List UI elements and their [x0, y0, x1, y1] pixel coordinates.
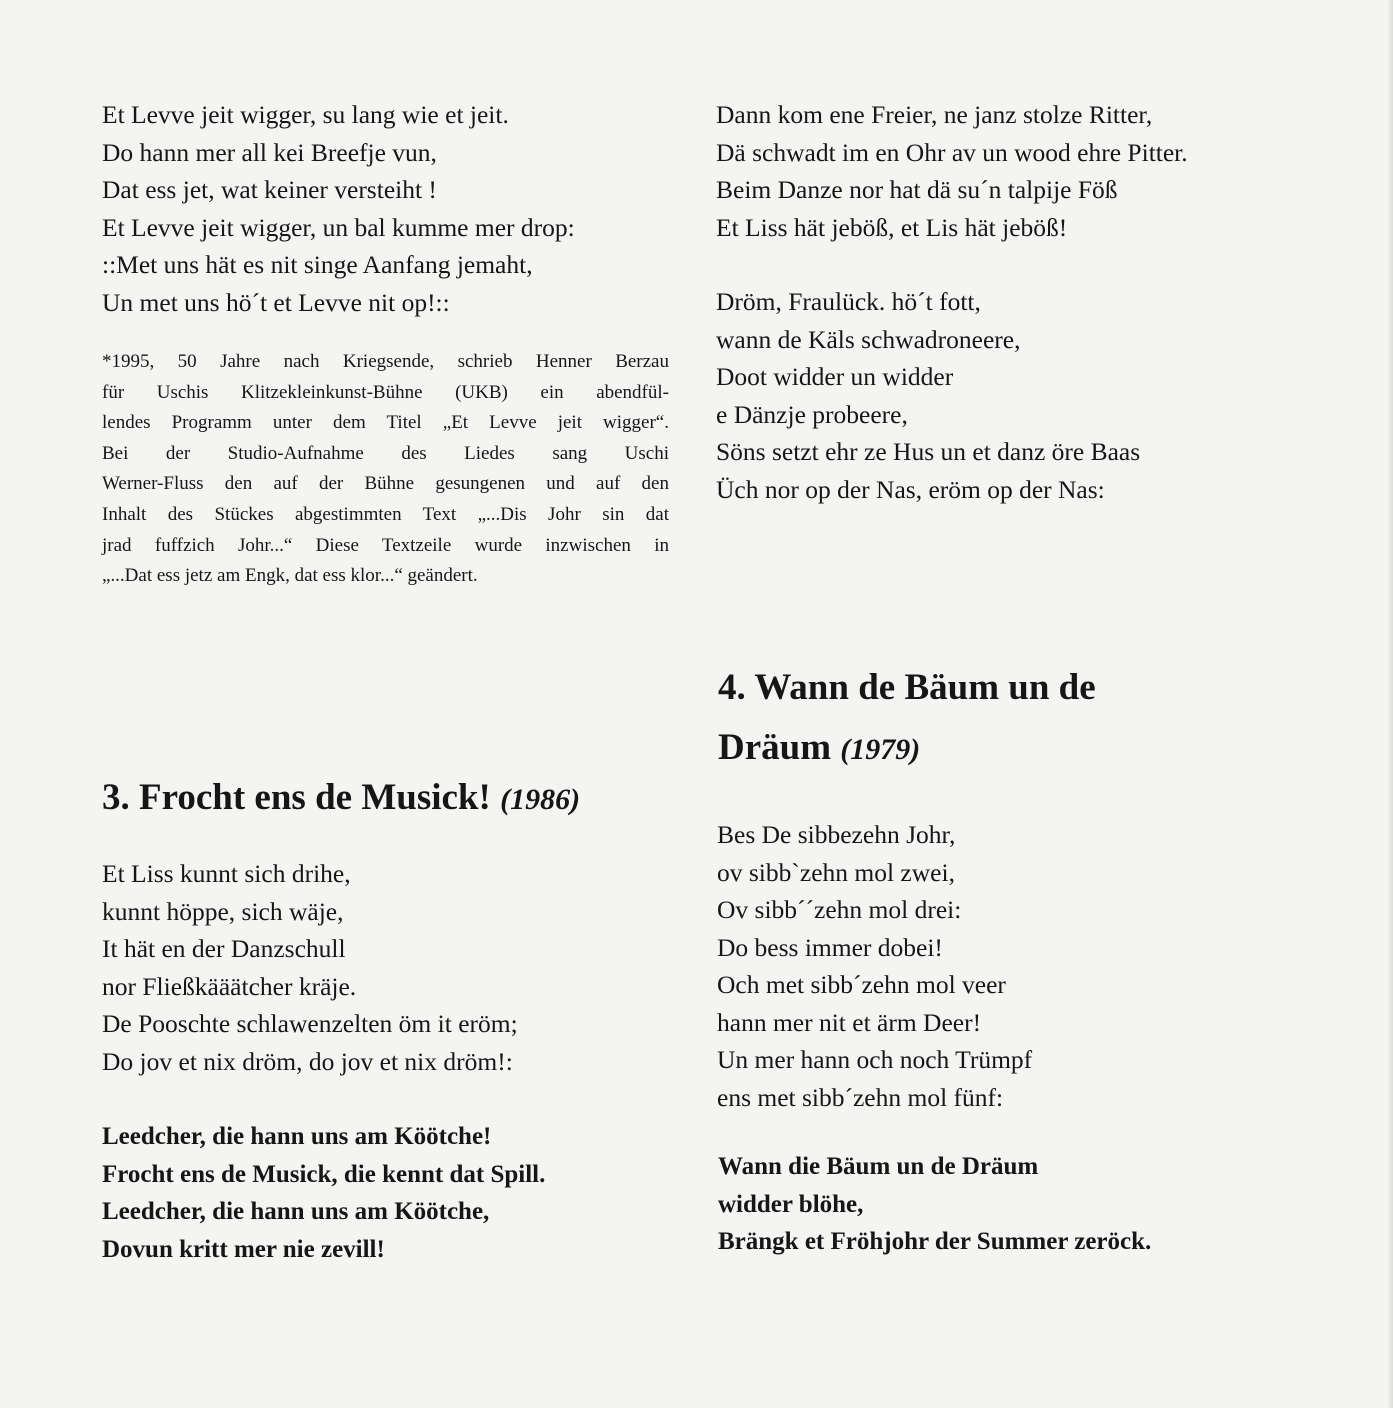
footnote-line: lendes Programm unter dem Titel „Et Levve jeit wigger“. [102, 412, 669, 434]
verse-line: Dröm, Fraulück. hö´t fott, [716, 287, 981, 316]
song-3-chorus [102, 1118, 545, 1268]
footnote-line: jrad fuffzich Johr...“ Diese Textzeile wurde inzwischen in [102, 534, 669, 556]
footnote-line: Werner-Fluss den auf der Bühne gesungenen und auf den [102, 473, 669, 495]
song-3-verse [102, 855, 518, 1080]
verse-line: Et Levve jeit wigger, su lang wie et jeit. [102, 100, 509, 129]
song-4-chorus [718, 1148, 1151, 1261]
chorus-line: Wann die Bäum un de Dräum [718, 1153, 1039, 1180]
verse-line: Do bess immer dobei! [717, 932, 943, 962]
verse-line: Un mer hann och noch Trümpf [717, 1045, 1033, 1074]
song-3-heading [102, 772, 580, 826]
footnote-line: „...Dat ess jetz am Engk, dat ess klor...“ geändert. [102, 565, 478, 587]
left-column [102, 96, 677, 1263]
chorus-line: Leedcher, die hann uns am Köötche! [102, 1123, 492, 1150]
footnote-line: für Uschis Klitzekleinkunst-Bühne (UKB) ein abendfül- [102, 381, 669, 403]
verse-line: hann mer nit et ärm Deer! [717, 1007, 982, 1037]
song-4-year: (1979) [840, 733, 921, 766]
footnote-line: *1995, 50 Jahre nach Kriegsende, schrieb Henner Berzau [102, 351, 669, 372]
verse-line: e Dänzje probeere, [716, 399, 908, 429]
verse-line: Söns setzt ehr ze Hus un et danz öre Baas [716, 437, 1141, 466]
chorus-line: widder blöhe, [718, 1190, 864, 1218]
verse-line: ov sibb`zehn mol zwei, [717, 857, 955, 887]
chorus-line: Leedcher, die hann uns am Köötche, [102, 1198, 490, 1225]
page-edge [1387, 0, 1393, 1408]
verse-line: ens met sibb´zehn mol fünf: [717, 1082, 1004, 1112]
song-3-year: (1986) [500, 783, 581, 816]
footnote [102, 347, 669, 592]
verse-line: Üch nor op der Nas, eröm op der Nas: [716, 474, 1105, 504]
verse-line: ::Met uns hät es nit singe Aanfang jemaht, [102, 250, 533, 279]
song-3-title: 3. Frocht ens de Musick! [102, 777, 491, 818]
verse-line: Do hann mer all kei Breefje vun, [102, 137, 437, 167]
verse-continuation [102, 96, 677, 321]
verse-line: Do jov et nix dröm, do jov et nix dröm!: [102, 1046, 513, 1076]
verse-line: It hät en der Danzschull [102, 934, 346, 963]
verse-line: Et Liss kunnt sich drihe, [102, 859, 351, 888]
song-3-verse-final [716, 283, 1140, 508]
chorus-line: Dovun kritt mer nie zevill! [102, 1235, 385, 1263]
footnote-line: Inhalt des Stückes abgestimmten Text „...Dis Johr sin dat [102, 503, 669, 525]
verse-line: Dat ess jet, wat keiner versteiht ! [102, 175, 437, 204]
verse-line: wann de Käls schwadroneere, [716, 324, 1021, 354]
verse-line: Et Levve jeit wigger, un bal kumme mer drop: [102, 212, 575, 242]
verse-line: Et Liss hät jeböß, et Lis hät jeböß! [716, 212, 1068, 242]
song-4-title-line-1: 4. Wann de Bäum un de [718, 667, 1096, 708]
verse-line: Un met uns hö´t et Levve nit op!:: [102, 287, 450, 317]
song-3-verse-continued [716, 96, 1291, 246]
verse-line: Ov sibb´´zehn mol drei: [717, 895, 962, 924]
chorus-line: Frocht ens de Musick, die kennt dat Spill. [102, 1160, 546, 1188]
verse-line: Bes De sibbezehn Johr, [717, 820, 956, 849]
right-column [716, 96, 1291, 1255]
song-4-verse [717, 816, 1032, 1116]
song-4-heading [718, 658, 1096, 780]
verse-line: nor Fließkääätcher kräje. [102, 971, 357, 1001]
verse-line: Dä schwadt im en Ohr av un wood ehre Pitter. [716, 137, 1188, 167]
verse-line: Beim Danze nor hat dä su´n talpije Föß [716, 175, 1118, 204]
verse-line: Och met sibb´zehn mol veer [717, 970, 1006, 999]
song-4-title-line-2: Dräum [718, 727, 832, 768]
verse-line: De Pooschte schlawenzelten öm it eröm; [102, 1009, 518, 1038]
verse-line: Dann kom ene Freier, ne janz stolze Ritter, [716, 100, 1153, 129]
chorus-line: Brängk et Fröhjohr der Summer zeröck. [718, 1228, 1152, 1255]
footnote-line: Bei der Studio-Aufnahme des Liedes sang Uschi [102, 442, 669, 464]
verse-line: Doot widder un widder [716, 362, 954, 391]
verse-line: kunnt höppe, sich wäje, [102, 896, 344, 926]
